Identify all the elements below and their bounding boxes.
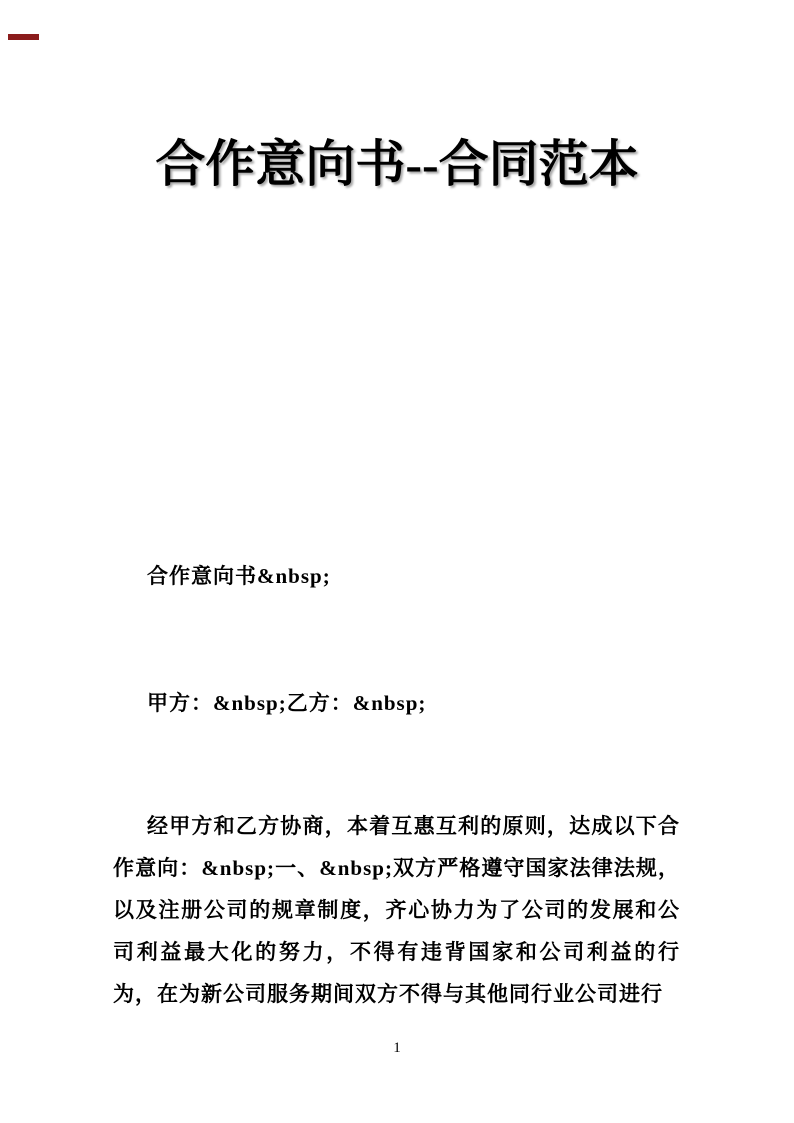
paragraph-doc-heading: 合作意向书&nbsp; [147, 564, 331, 588]
page-number: 1 [393, 1040, 401, 1056]
document-title: 合作意向书--合同范本 [155, 136, 639, 192]
top-left-red-mark [8, 34, 39, 40]
paragraph-parties: 甲方：&nbsp;乙方：&nbsp; [147, 691, 427, 715]
paragraph-cooperation-intent: 经甲方和乙方协商，本着互惠互利的原则，达成以下合作意向：&nbsp;一、&nbsp;双方严格遵守国家法律法规，以及注册公司的规章制度，齐心协力为了公司的发展和公司利益最大化的努力，不得有违背国家和公司利益的行为，在为新公司服务期间双方不得与其他同行业公司进行 [113, 814, 680, 1006]
